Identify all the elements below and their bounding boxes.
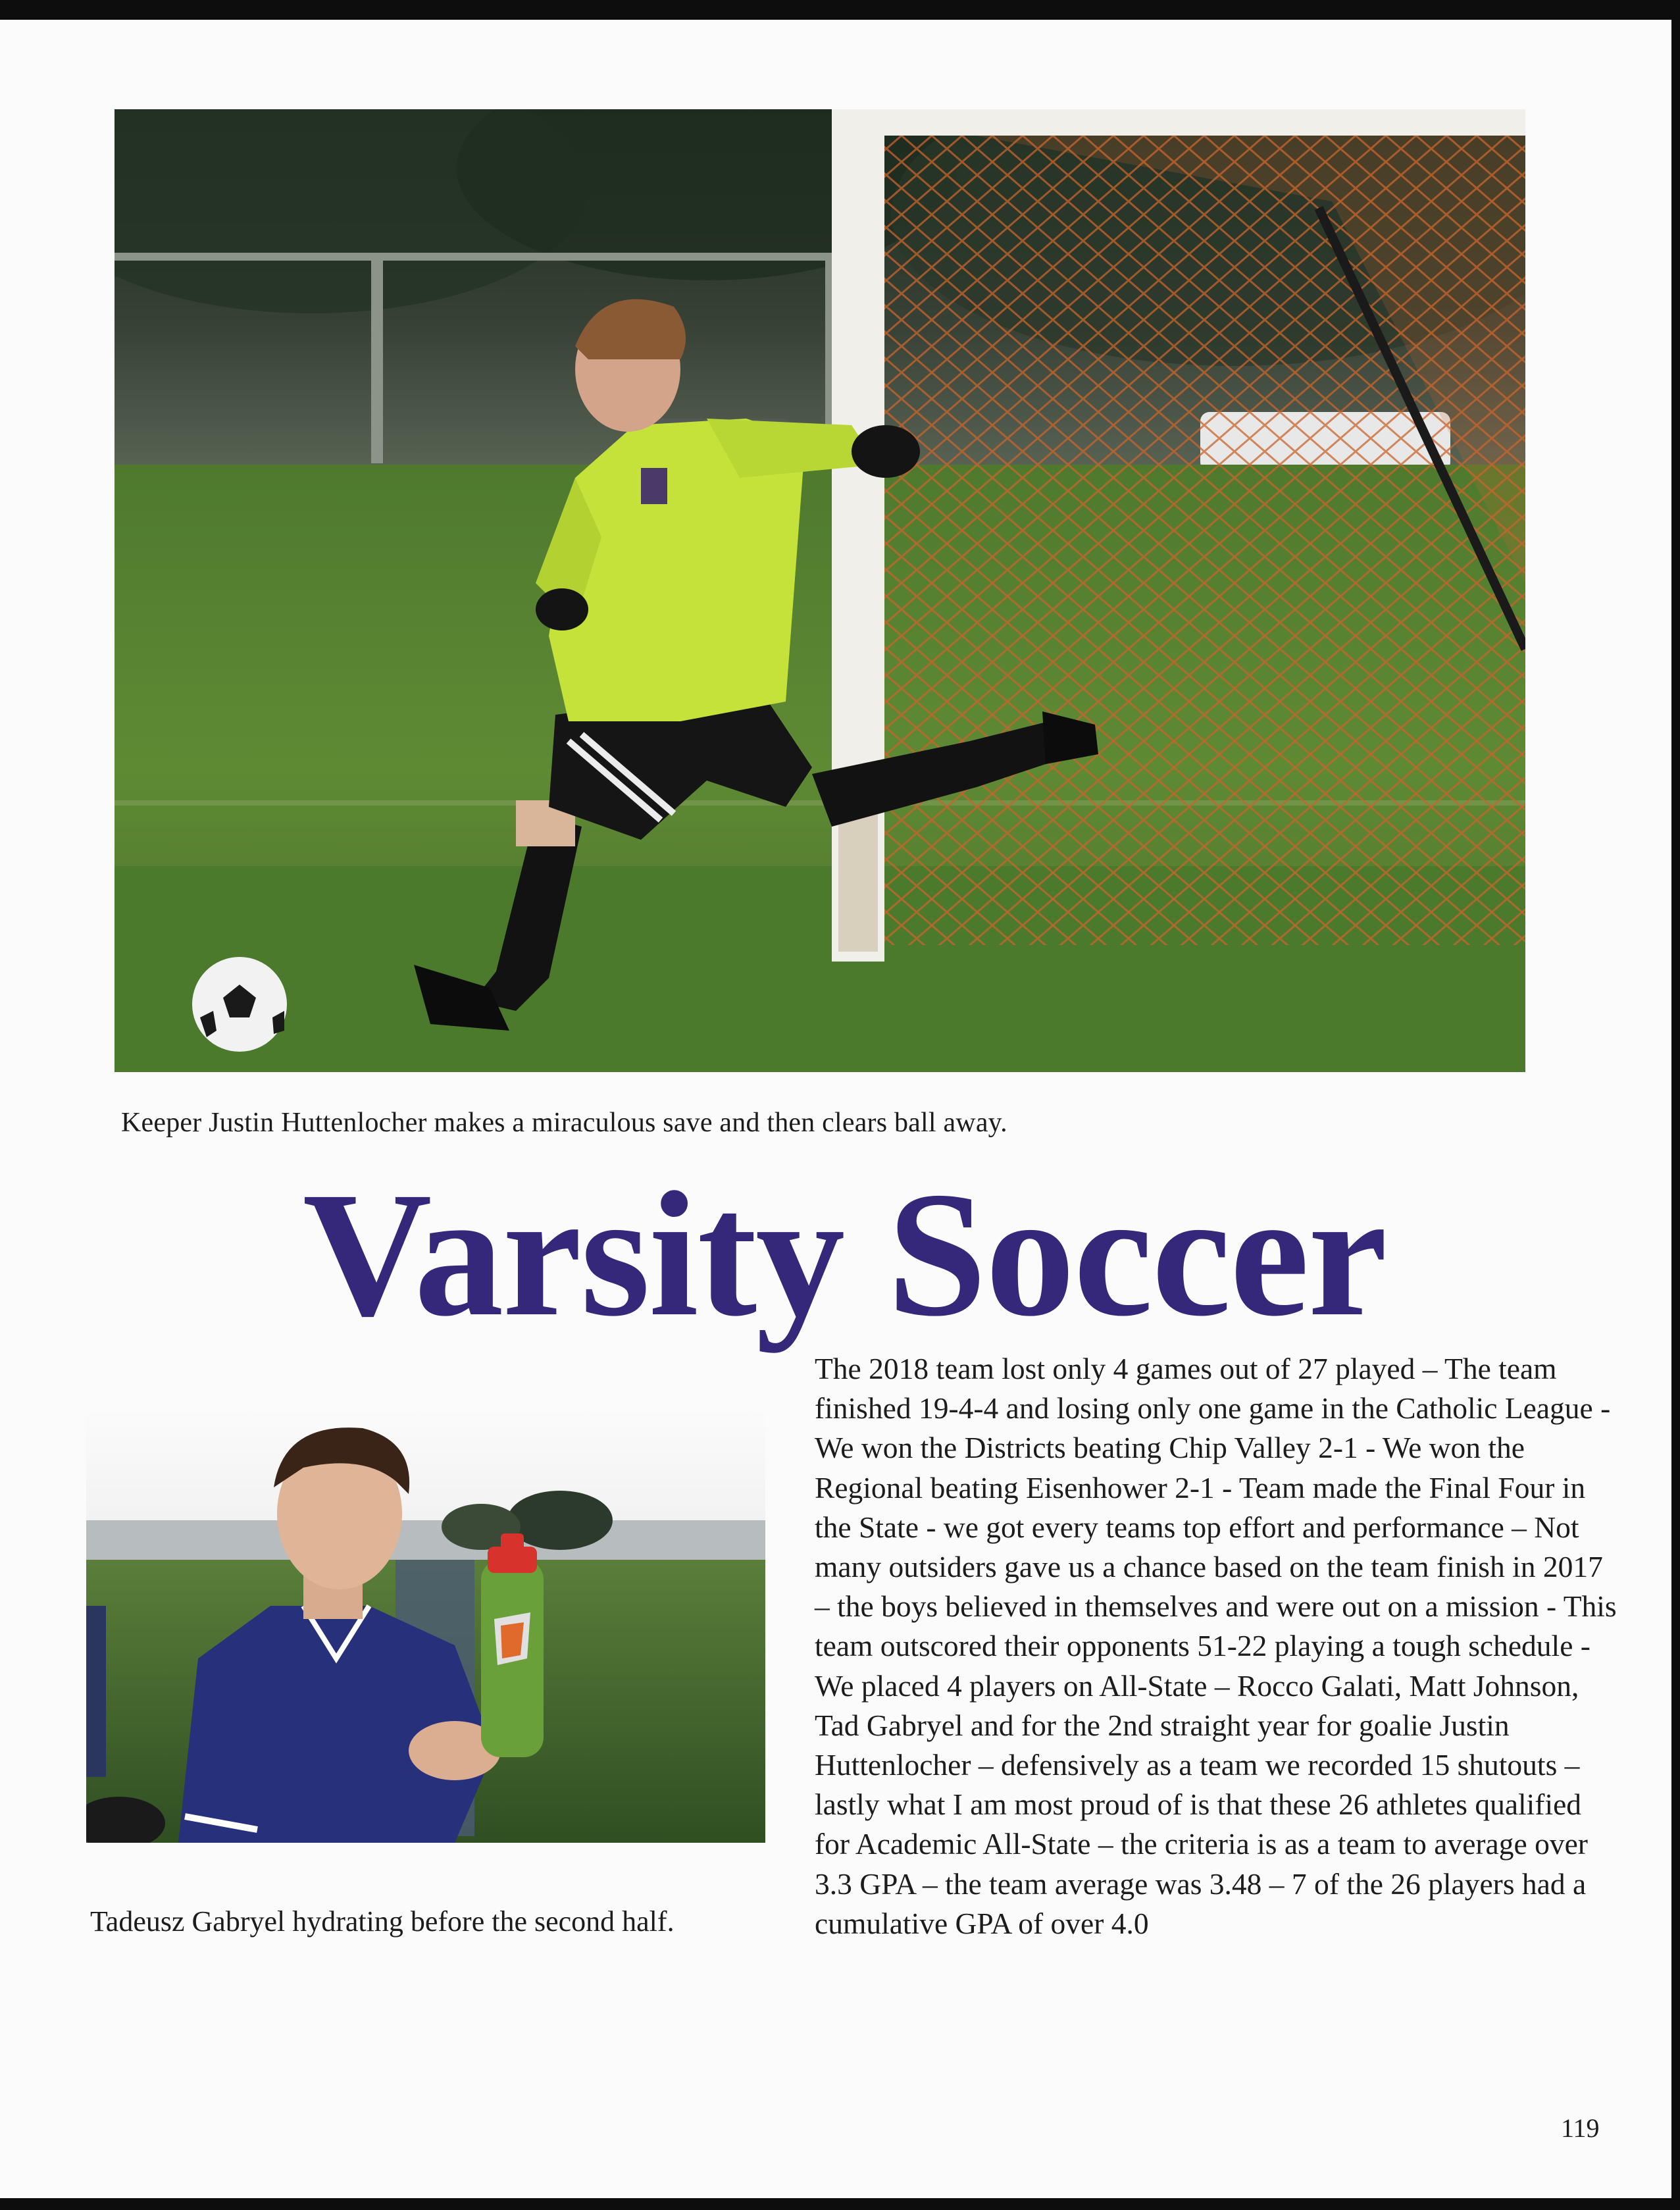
yearbook-page — [0, 20, 1671, 2198]
soccer-ball-graphic — [192, 957, 287, 1052]
player-hydrating-photo — [86, 1408, 765, 1843]
top-photo-caption: Keeper Justin Huttenlocher makes a miraculous save and then clears ball away. — [121, 1108, 1007, 1138]
player-hydrating-photo-image — [86, 1408, 765, 1843]
page-number: 119 — [1561, 2113, 1600, 2143]
goalkeeper-photo — [115, 109, 1525, 1072]
article-body: The 2018 team lost only 4 games out of 27 played – The team finished 19-4-4 and losing only one game in the Catholic League - We won the Districts beating Chip Valley 2-1 - We won the Regional beating Eisenhower 2-1 - Team made the Final Four in the State - we got every teams top effort and performance – Not many outsiders gave us a chance based on the team finish in 2017 – the boys believed in themselves and were out on a mission - This team outscored their opponents 51-22 playing a tough schedule - We placed 4 players on All-State – Rocco Galati, Matt Johnson, Tad Gabryel and for the 2nd straight year for goalie Justin Huttenlocher – defensively as a team we recorded 15 shutouts – lastly what I am most proud of is that these 26 athletes qualified for Academic All-State – the criteria is as a team to average over 3.3 GPA – the team average was 3.48 – 7 of the 26 players had a cumulative GPA of over 4.0 — [815, 1352, 1617, 1940]
bottom-photo-caption: Tadeusz Gabryel hydrating before the second half. — [90, 1905, 675, 1938]
article-title: Varsity Soccer — [303, 1155, 1387, 1353]
goalkeeper-photo-image — [115, 109, 1525, 1072]
